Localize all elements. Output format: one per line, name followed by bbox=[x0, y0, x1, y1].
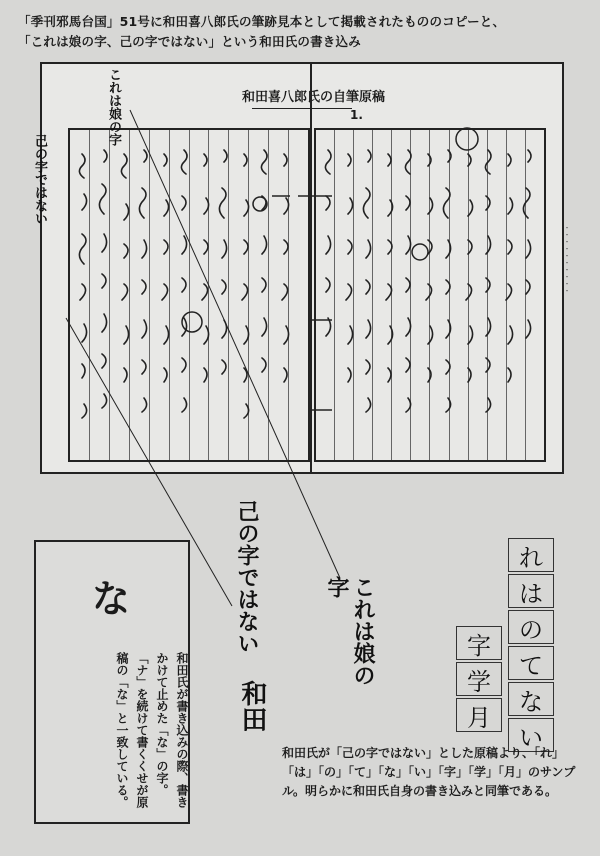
enlarged-signature: 和田 bbox=[237, 680, 267, 732]
sample-char: 字 bbox=[456, 626, 502, 660]
top-caption-line2: 「これは娘の字、己の字ではない」という和田氏の書き込み bbox=[18, 34, 361, 49]
sample-char: は bbox=[508, 574, 554, 608]
enlarged-handwriting-a: これは娘の字 bbox=[324, 576, 376, 686]
top-caption-line1: 「季刊邪馬台国」51号に和田喜八郎氏の筆跡見本として掲載されたもののコピーと、 bbox=[18, 14, 506, 29]
sample-chars-left bbox=[456, 626, 502, 734]
sample-char: の bbox=[508, 610, 554, 644]
sample-description: 和田氏が「己の字ではない」とした原稿より、「れ」「は」「の」「て」「な」「い」「字」「学」「月」のサンプル。明らかに和田氏自身の書き込みと同筆である。 bbox=[282, 746, 576, 798]
explain-glyph: な bbox=[92, 576, 131, 621]
sample-char: な bbox=[508, 682, 554, 716]
sample-char: れ bbox=[508, 538, 554, 572]
scan-title: 和田喜八郎氏の自筆原稿 bbox=[242, 90, 386, 105]
sample-char: 月 bbox=[456, 698, 502, 732]
sample-chars-right bbox=[508, 538, 554, 754]
scan-mark: 1. bbox=[350, 108, 363, 122]
enlarged-handwriting-b: 己の字ではない bbox=[234, 500, 260, 654]
explanation-text: 和田氏が書き込みの際、書きかけて止めた「な」の字。「ナ」を続けて書くくせが原稿の「な」と一致している。 bbox=[115, 652, 189, 808]
sample-char: 学 bbox=[456, 662, 502, 696]
sample-char: い bbox=[508, 718, 554, 752]
sample-char: て bbox=[508, 646, 554, 680]
scan-handwriting-top: これは娘の字 bbox=[106, 68, 121, 146]
explanation-box bbox=[34, 540, 190, 824]
scan-handwriting-left: 己の字ではない bbox=[32, 134, 47, 225]
scan-margin-note: ・・・・・・・・・・ bbox=[563, 224, 571, 294]
